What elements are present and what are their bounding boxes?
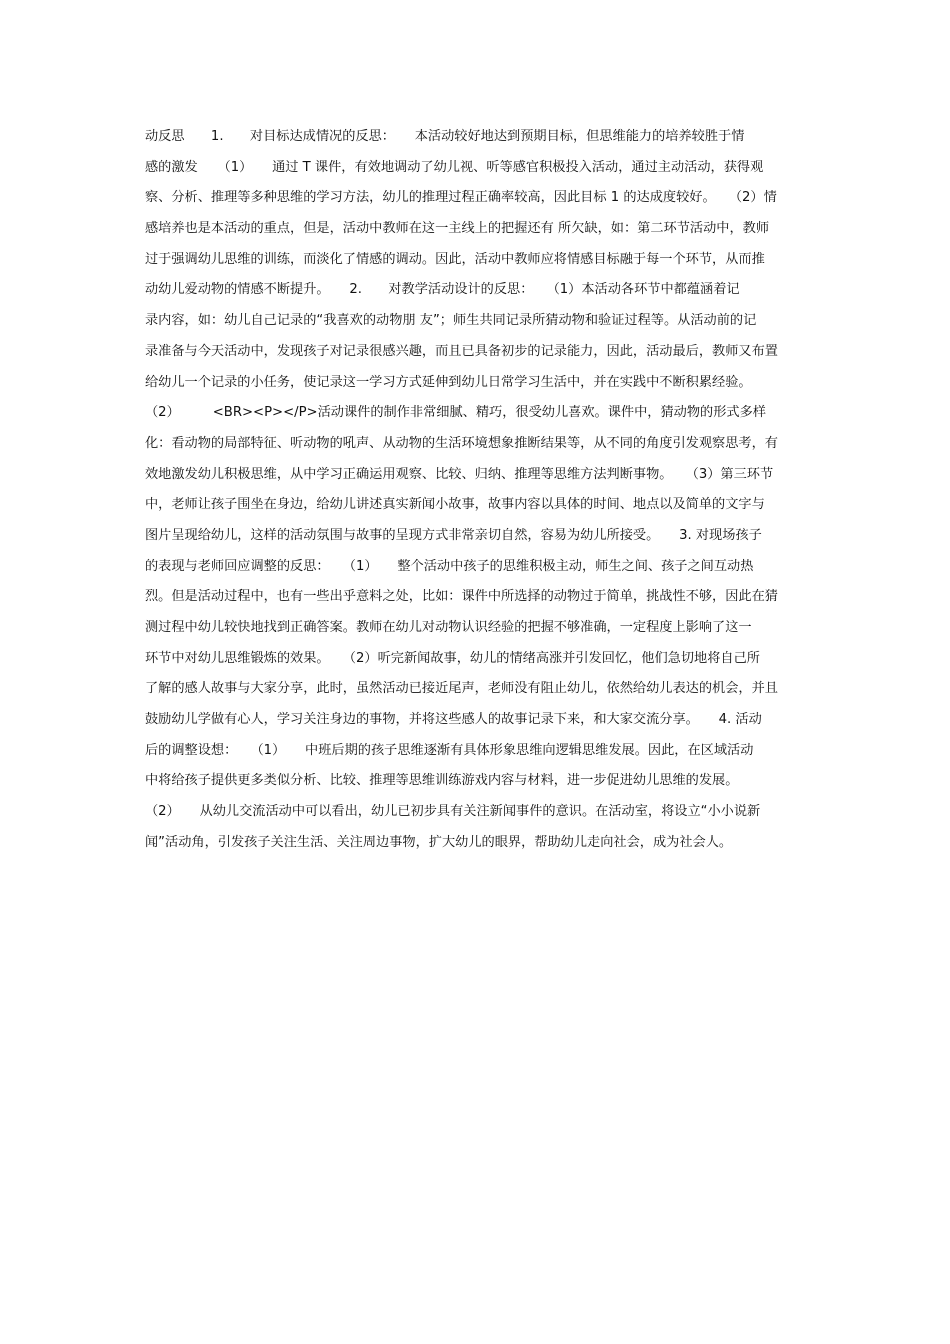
text-line: 测过程中幼儿较快地找到正确答案。教师在幼儿对动物认识经验的把握不够准确，一定程度上影响了这一 [145, 620, 752, 635]
text-line: 烈。但是活动过程中，也有一些出乎意料之处，比如：课件中所选择的动物过于简单，挑战性不够，因此在猜 [145, 589, 778, 605]
reflection-text-block [145, 122, 807, 859]
text-line: 录准备与今天活动中，发现孩子对记录很感兴趣，而且已具备初步的记录能力，因此，活动最后，教师又布置 [145, 343, 778, 359]
text-line: 化：看动物的局部特征、听动物的吼声、从动物的生活环境想象推断结果等，从不同的角度引发观察思考，有 [145, 435, 778, 451]
text-line: 环节中对幼儿思维锻炼的效果。 （2）听完新闻故事，幼儿的情绪高涨并引发回忆，他们急切地将自己所 [145, 650, 760, 666]
text-line: 动反思 1. 对目标达成情况的反思： 本活动较好地达到预期目标，但思维能力的培养较胜于情 [145, 129, 745, 144]
text-line: 中将给孩子提供更多类似分析、比较、推理等思维训练游戏内容与材料，进一步促进幼儿思维的发展。 [145, 773, 739, 789]
text-line: 过于强调幼儿思维的训练，而淡化了情感的调动。因此，活动中教师应将情感目标融于每一个环节，从而推 [145, 251, 765, 267]
text-line: 了解的感人故事与大家分享，此时，虽然活动已接近尾声，老师没有阻止幼儿，依然给幼儿表达的机会，并且 [145, 681, 778, 697]
text-line: 鼓励幼儿学做有心人，学习关注身边的事物，并将这些感人的故事记录下来，和大家交流分享。 4. 活动 [145, 712, 762, 728]
text-line: 的表现与老师回应调整的反思： （1） 整个活动中孩子的思维积极主动，师生之间、孩子之间互动热 [145, 558, 754, 574]
text-line: （2） <BR><P></P>活动课件的制作非常细腻、精巧，很受幼儿喜欢。课件中，猜动物的形式多样 [145, 405, 766, 421]
text-line: 效地激发幼儿积极思维，从中学习正确运用观察、比较、归纳、推理等思维方法判断事物。 （3）第三环节 [145, 466, 774, 482]
text-line: （2） 从幼儿交流活动中可以看出，幼儿已初步具有关注新闻事件的意识。在活动室，将设立“小小说新 [145, 804, 761, 820]
text-line: 动幼儿爱动物的情感不断提升。 2. 对教学活动设计的反思： （1）本活动各环节中都蕴涵着记 [145, 282, 740, 298]
text-line: 给幼儿一个记录的小任务，使记录这一学习方式延伸到幼儿日常学习生活中，并在实践中不断积累经验。 [145, 374, 752, 390]
text-line: 察、分析、推理等多种思维的学习方法，幼儿的推理过程正确率较高，因此目标 1 的达成度较好。 （2）情 [145, 190, 777, 206]
text-line: 后的调整设想： （1） 中班后期的孩子思维逐渐有具体形象思维向逻辑思维发展。因此，在区域活动 [145, 742, 754, 758]
text-line: 闻”活动角，引发孩子关注生活、关注周边事物，扩大幼儿的眼界，帮助幼儿走向社会，成为社会人。 [145, 834, 733, 850]
text-line: 感培养也是本活动的重点，但是，活动中教师在这一主线上的把握还有 所欠缺，如：第二环节活动中，教师 [145, 221, 770, 237]
text-line: 录内容，如：幼儿自己记录的“我喜欢的动物朋 友”；师生共同记录所猜动物和验证过程等。从活动前的记 [145, 313, 757, 329]
text-line: 感的激发 （1） 通过 T 课件，有效地调动了幼儿视、听等感官积极投入活动，通过主动活动，获得观 [145, 159, 764, 175]
text-line: 中，老师让孩子围坐在身边，给幼儿讲述真实新闻小故事，故事内容以具体的时间、地点以及简单的文字与 [145, 497, 765, 513]
text-line: 图片呈现给幼儿，这样的活动氛围与故事的呈现方式非常亲切自然，容易为幼儿所接受。 3. 对现场孩子 [145, 527, 762, 543]
